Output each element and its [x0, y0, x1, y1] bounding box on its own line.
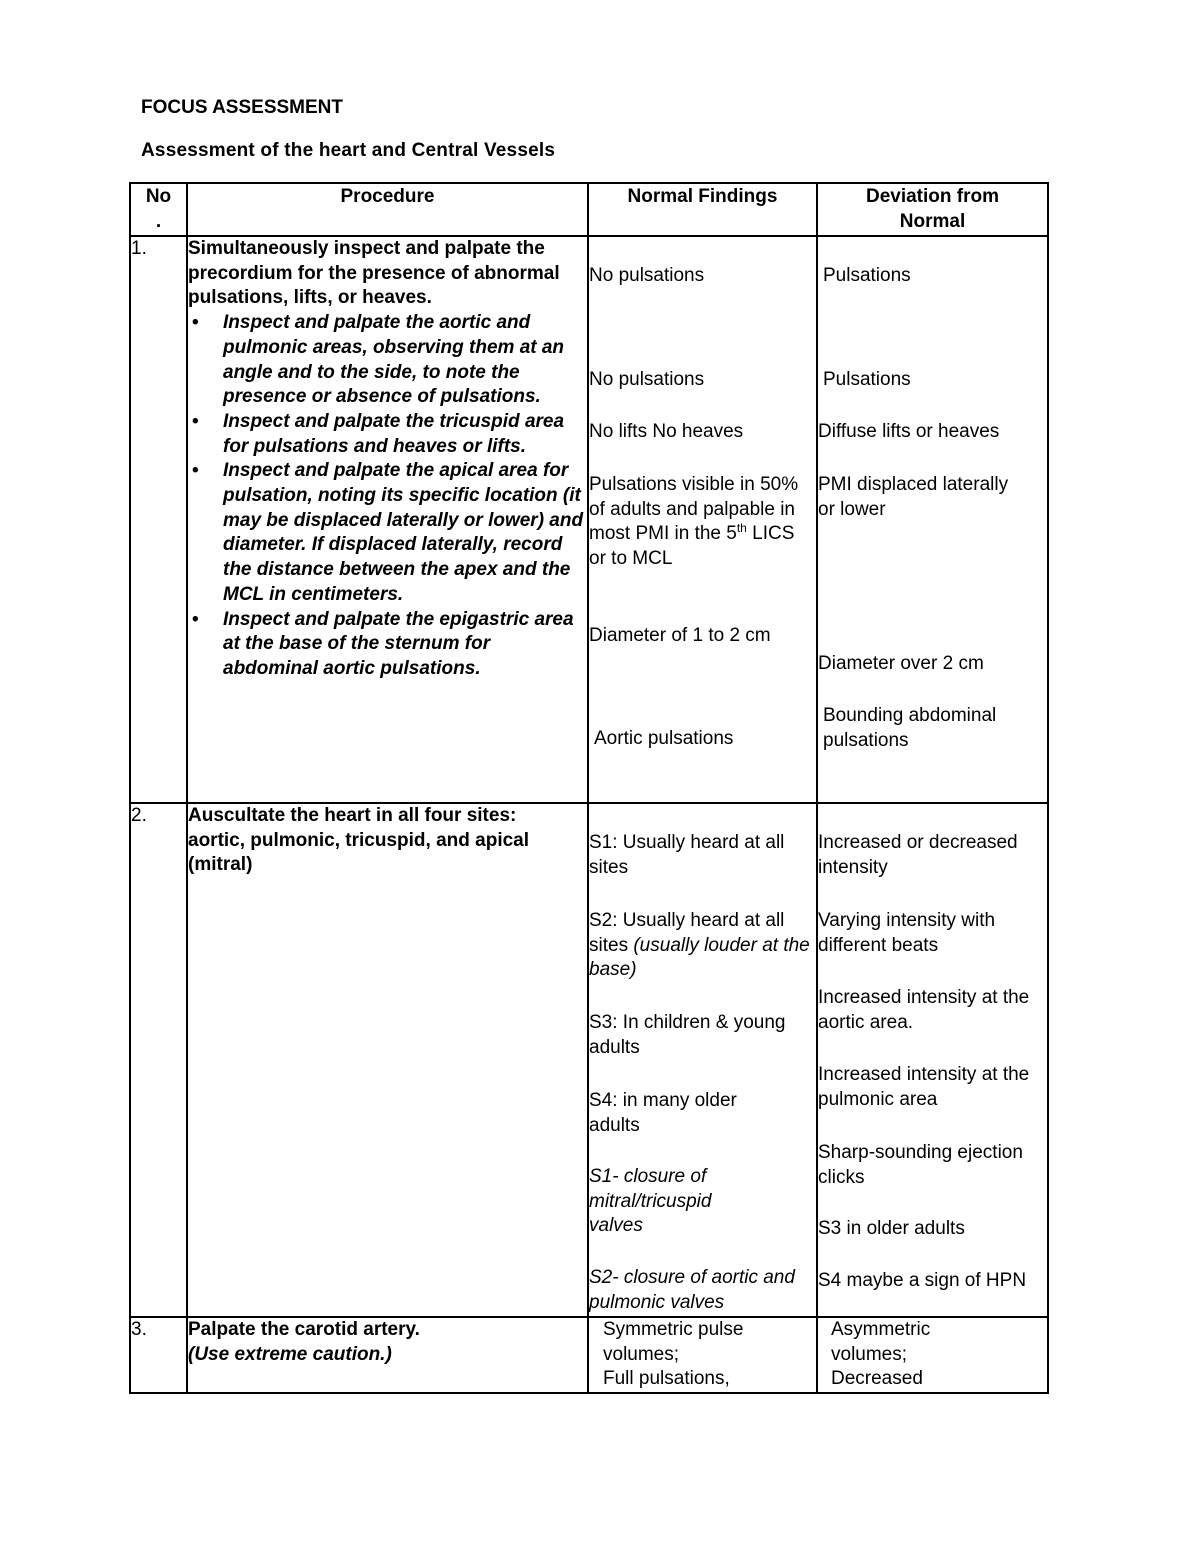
- superscript: th: [736, 521, 747, 536]
- deviation-finding: S3 in older adults: [818, 1218, 965, 1239]
- procedure-text: Simultaneously inspect and palpate the precordium for the presence of abnormal pulsations, lifts, or heaves.: [188, 238, 560, 309]
- procedure-steps: [188, 311, 587, 682]
- header-deviation: [817, 183, 1048, 236]
- header-normal-text: Normal Findings: [627, 186, 778, 207]
- normal-finding: S1: Usually heard at all sites: [589, 832, 785, 878]
- normal-finding: S3: In children & young adults: [589, 1012, 786, 1058]
- normal-finding: Aortic pulsations: [594, 728, 734, 749]
- row-number: 2.: [130, 803, 187, 1317]
- normal-finding: No pulsations: [589, 265, 705, 286]
- deviation-finding: Diffuse lifts or heaves: [818, 421, 1000, 442]
- deviation-finding: Increased intensity at the aortic area.: [818, 987, 1030, 1033]
- procedure-step: [188, 311, 587, 410]
- normal-finding: Symmetric pulse volumes;: [603, 1319, 744, 1365]
- document-title: FOCUS ASSESSMENT: [141, 97, 343, 118]
- header-no: [130, 183, 187, 236]
- header-no-line1: No: [145, 186, 172, 207]
- normal-finding-text: S2: Usually heard at all sites: [589, 910, 785, 956]
- procedure-text: Auscultate the heart in all four sites: aortic, pulmonic, tricuspid, and apical (mitral): [188, 805, 530, 876]
- procedure-text: Palpate the carotid artery.: [188, 1319, 420, 1340]
- procedure-step-text: Inspect and palpate the aortic and pulmonic areas, observing them at an angle and to the side, to note the presence or absence of pulsations.: [223, 312, 565, 408]
- procedure-step-text: Inspect and palpate the tricuspid area for pulsations and heaves or lifts.: [223, 410, 565, 457]
- table-row: [130, 803, 1048, 1317]
- normal-findings-cell: [588, 803, 817, 1317]
- row-number: 1.: [130, 236, 187, 803]
- procedure-step-text: Inspect and palpate the apical area for pulsation, noting its specific location (it may be displaced laterally or lower) and diameter. If displaced laterally, record the distance between the apex and the MCL in centimeters.: [223, 460, 584, 605]
- deviation-finding: Decreased: [831, 1368, 923, 1390]
- header-no-line2: .: [155, 210, 162, 232]
- assessment-table: [129, 182, 1049, 1394]
- normal-finding: [589, 473, 816, 572]
- deviation-finding: Asymmetric volumes;: [831, 1319, 931, 1365]
- table-row: [130, 236, 1048, 803]
- normal-finding-text: Pulsations visible in 50% of adults and palpable in most PMI in the 5: [589, 474, 799, 545]
- normal-finding: S1- closure of mitral/tricuspid valves: [589, 1166, 712, 1237]
- table-header-row: [130, 183, 1048, 236]
- deviation-finding: Pulsations: [823, 265, 911, 286]
- deviation-finding: Bounding abdominal pulsations: [823, 705, 997, 751]
- procedure-cell: [187, 1317, 588, 1393]
- bullet-icon: •: [192, 410, 199, 432]
- deviation-finding: PMI displaced laterally or lower: [818, 474, 1009, 520]
- bullet-icon: •: [192, 460, 199, 482]
- normal-finding: Diameter of 1 to 2 cm: [589, 625, 771, 646]
- bullet-icon: •: [192, 608, 199, 630]
- normal-findings-cell: [588, 1317, 817, 1393]
- deviation-cell: [817, 803, 1048, 1317]
- deviation-finding: Sharp-sounding ejection clicks: [818, 1142, 1023, 1188]
- procedure-step: [188, 459, 587, 607]
- normal-finding: No lifts No heaves: [589, 421, 744, 442]
- normal-finding-note: (usually louder at the base): [589, 934, 810, 981]
- deviation-finding: Increased or decreased intensity: [818, 832, 1018, 878]
- normal-finding-text: LICS or to MCL: [589, 523, 795, 570]
- procedure-step-text: Inspect and palpate the epigastric area at the base of the sternum for abdominal aortic pulsations.: [223, 608, 574, 679]
- deviation-finding: Increased intensity at the pulmonic area: [818, 1064, 1030, 1110]
- normal-finding: [589, 909, 816, 983]
- header-deviation-line1: Deviation from: [865, 186, 1000, 207]
- deviation-finding: Diameter over 2 cm: [818, 653, 984, 674]
- deviation-finding: Pulsations: [823, 369, 911, 390]
- normal-finding: S2- closure of aortic and pulmonic valves: [589, 1267, 795, 1313]
- header-deviation-line2: Normal: [899, 210, 966, 232]
- deviation-finding: S4 maybe a sign of HPN: [818, 1270, 1027, 1291]
- normal-finding: No pulsations: [589, 369, 705, 390]
- header-procedure-text: Procedure: [340, 186, 435, 207]
- deviation-cell: [817, 236, 1048, 803]
- bullet-icon: •: [192, 312, 199, 334]
- table-row: [130, 1317, 1048, 1393]
- procedure-cell: [187, 236, 588, 803]
- deviation-cell: [817, 1317, 1048, 1393]
- deviation-finding: Varying intensity with different beats: [818, 910, 996, 956]
- document-subtitle: Assessment of the heart and Central Vessels: [141, 140, 556, 161]
- procedure-note: (Use extreme caution.): [188, 1343, 392, 1365]
- normal-findings-cell: [588, 236, 817, 803]
- normal-finding: Full pulsations,: [603, 1368, 730, 1390]
- procedure-step: [188, 608, 587, 682]
- header-procedure: [187, 183, 588, 236]
- normal-finding: S4: in many older adults: [589, 1090, 737, 1136]
- row-number: 3.: [130, 1317, 187, 1393]
- header-normal-findings: [588, 183, 817, 236]
- procedure-step: [188, 410, 587, 459]
- procedure-cell: [187, 803, 588, 1317]
